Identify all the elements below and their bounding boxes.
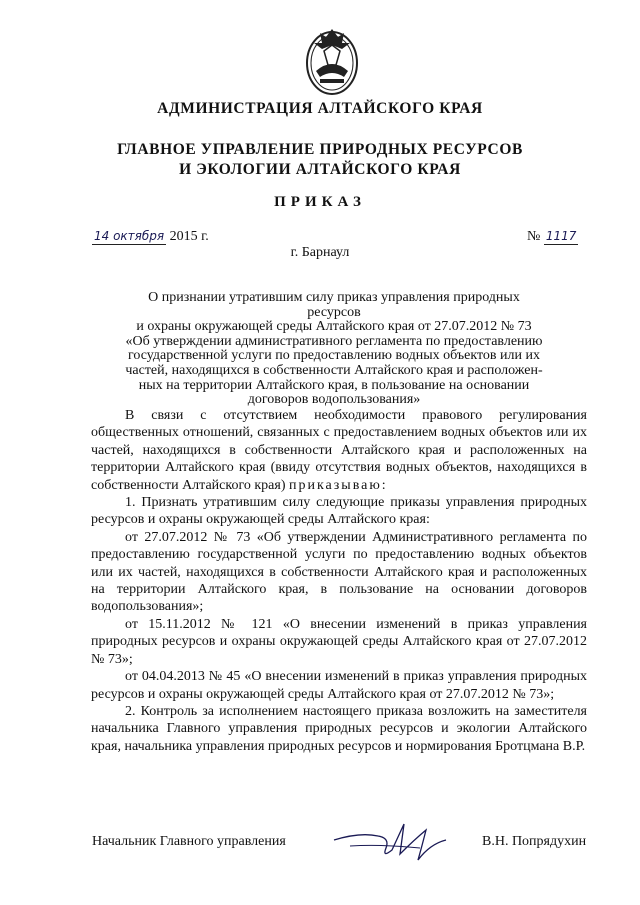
order-subject — [120, 291, 548, 408]
item-1b: от 15.11.2012 № 121 «О внесении изменений в приказ управления природных ресурсов и охраны окружающей среды Алтайского края от 27.07.2012 № 73»; — [91, 616, 587, 667]
subject-line: и охраны окружающей среды Алтайского края от 27.07.2012 № 73 — [136, 319, 532, 335]
department-heading-line2: И ЭКОЛОГИИ АЛТАЙСКОГО КРАЯ — [179, 161, 461, 178]
signatory-position: Начальник Главного управления — [92, 834, 286, 849]
handwritten-number: 1117 — [545, 229, 577, 243]
item-1c: от 04.04.2013 № 45 «О внесении изменений в приказ управления природных ресурсов и охраны окружающей среды Алтайского края от 27.07.2012 № 73»; — [91, 669, 587, 702]
document-type-heading: ПРИКАЗ — [274, 194, 366, 210]
subject-line: «Об утверждении административного регламента по предоставлению — [125, 333, 543, 349]
intro-text: В связи с отсутствием необходимости правового регулирования общественных отношений, связанных с предоставлением водных объектов или их частей, находящихся в собственности Алтайского края и расположенных на территории Алтайского края (ввиду отсутствия водных объектов, находящихся в собственности Алтайского края) — [91, 408, 587, 493]
order-number — [527, 229, 578, 245]
intro-paragraph — [91, 407, 587, 494]
order-word: приказываю: — [288, 477, 388, 493]
subject-line: ных на территории Алтайского края, в пользование на основании — [138, 377, 530, 393]
coat-of-arms-emblem — [298, 21, 366, 99]
city-line: г. Барнаул — [290, 245, 350, 260]
subject-line: договоров водопользования» — [247, 392, 421, 408]
handwritten-signature — [330, 810, 450, 870]
subject-line: государственной услуги по предоставлению водных объектов или их — [128, 348, 540, 364]
signatory-name: В.Н. Попрядухин — [482, 834, 587, 849]
number-sign: № — [527, 229, 541, 244]
order-year: 2015 г. — [169, 229, 209, 244]
handwritten-date: 14 октября — [94, 229, 165, 243]
department-heading-line1: ГЛАВНОЕ УПРАВЛЕНИЕ ПРИРОДНЫХ РЕСУРСОВ — [117, 141, 523, 158]
subject-line: О признании утратившим силу приказ управления природных ресурсов — [148, 290, 520, 320]
item-1a: от 27.07.2012 № 73 «Об утверждении Административного регламента по предоставлению государственной услуги по предоставлению водных объектов или их частей, находящихся в собственности Алтайского края и расположенных на территории Алтайского края, в пользование на основании договоров водопользования»; — [91, 529, 587, 615]
order-body — [91, 407, 587, 755]
subject-line: частей, находящихся в собственности Алтайского края и расположен- — [125, 362, 543, 378]
item-1: 1. Признать утратившим силу следующие приказы управления природных ресурсов и охраны окружающей среды Алтайского края: — [91, 495, 587, 528]
administration-heading: АДМИНИСТРАЦИЯ АЛТАЙСКОГО КРАЯ — [157, 100, 483, 117]
order-date — [92, 229, 209, 245]
item-2: 2. Контроль за исполнением настоящего приказа возложить на заместителя начальника Главного управления природных ресурсов и экологии Алтайского края, начальника управления природных ресурсов и нормирования Бротцмана В.Р. — [91, 703, 587, 754]
